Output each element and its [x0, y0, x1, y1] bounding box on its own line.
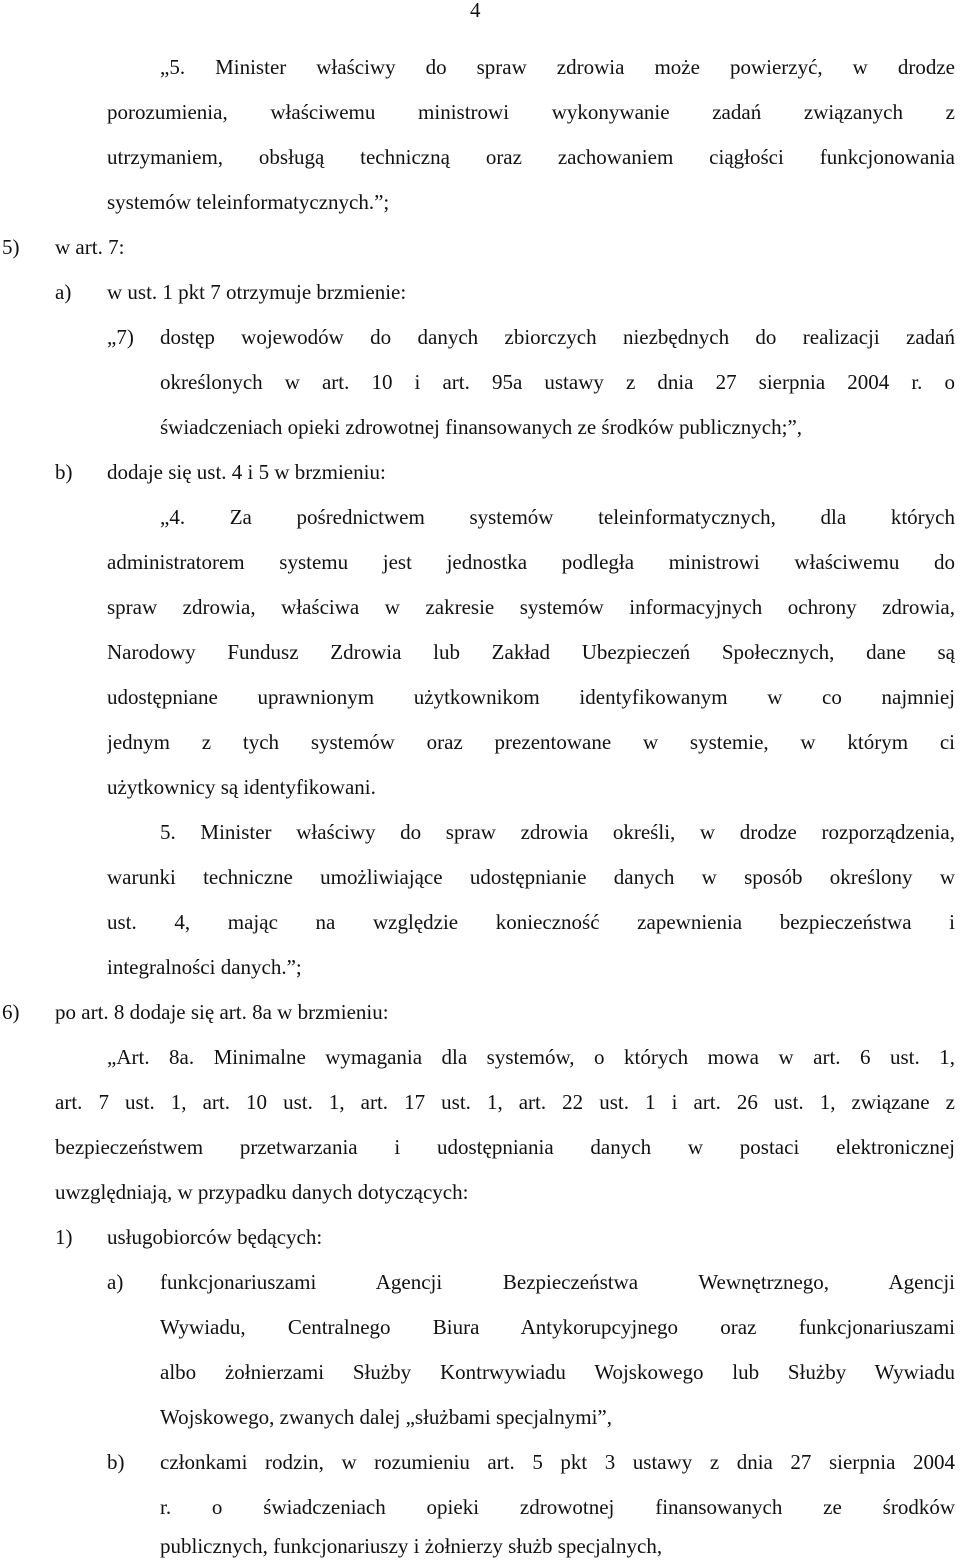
- text-line: warunki techniczne umożliwiające udostępnianie danych w sposób określony w: [107, 865, 955, 889]
- text-line: członkami rodzin, w rozumieniu art. 5 pkt 3 ustawy z dnia 27 sierpnia 2004: [160, 1450, 955, 1474]
- text-line: Wojskowego, zwanych dalej „służbami specjalnymi”,: [160, 1405, 613, 1429]
- text-line: w ust. 1 pkt 7 otrzymuje brzmienie:: [107, 280, 407, 304]
- text-line: utrzymaniem, obsługą techniczną oraz zachowaniem ciągłości funkcjonowania: [107, 145, 955, 169]
- text-line: świadczeniach opieki zdrowotnej finansowanych ze środków publicznych;”,: [160, 415, 803, 439]
- text-line: „Art. 8a. Minimalne wymagania dla systemów, o których mowa w art. 6 ust. 1,: [107, 1045, 955, 1069]
- text-line: albo żołnierzami Służby Kontrwywiadu Wojskowego lub Służby Wywiadu: [160, 1360, 955, 1384]
- page-number: 4: [470, 0, 481, 22]
- text-line: użytkownicy są identyfikowani.: [107, 775, 376, 799]
- text-line: uwzględniają, w przypadku danych dotyczących:: [55, 1180, 469, 1204]
- list-marker: 6): [2, 1000, 20, 1024]
- text-line: udostępniane uprawnionym użytkownikom identyfikowanym w co najmniej: [107, 685, 955, 709]
- text-line: bezpieczeństwem przetwarzania i udostępniania danych w postaci elektronicznej: [55, 1135, 955, 1159]
- text-line: „4. Za pośrednictwem systemów teleinformatycznych, dla których: [160, 505, 955, 529]
- text-line: integralności danych.”;: [107, 955, 302, 979]
- list-marker: 5): [2, 235, 20, 259]
- text-line: dostęp wojewodów do danych zbiorczych niezbędnych do realizacji zadań: [160, 325, 955, 349]
- text-line: Narodowy Fundusz Zdrowia lub Zakład Ubezpieczeń Społecznych, dane są: [107, 640, 955, 664]
- text-line: „5. Minister właściwy do spraw zdrowia może powierzyć, w drodze: [160, 55, 955, 79]
- quote-marker: „7): [107, 325, 134, 349]
- text-line: r. o świadczeniach opieki zdrowotnej finansowanych ze środków: [160, 1495, 955, 1519]
- text-line: funkcjonariuszami Agencji Bezpieczeństwa Wewnętrznego, Agencji: [160, 1270, 955, 1294]
- text-line: usługobiorców będących:: [107, 1225, 323, 1249]
- text-line: określonych w art. 10 i art. 95a ustawy z dnia 27 sierpnia 2004 r. o: [160, 370, 955, 394]
- text-line: 5. Minister właściwy do spraw zdrowia określi, w drodze rozporządzenia,: [160, 820, 955, 844]
- list-marker: a): [107, 1270, 124, 1294]
- text-line: administratorem systemu jest jednostka podległa ministrowi właściwemu do: [107, 550, 955, 574]
- text-line: po art. 8 dodaje się art. 8a w brzmieniu:: [55, 1000, 389, 1024]
- text-line: dodaje się ust. 4 i 5 w brzmieniu:: [107, 460, 386, 484]
- text-line: jednym z tych systemów oraz prezentowane w systemie, w którym ci: [107, 730, 955, 754]
- text-line: spraw zdrowia, właściwa w zakresie systemów informacyjnych ochrony zdrowia,: [107, 595, 955, 619]
- text-line: w art. 7:: [55, 235, 125, 259]
- text-line: porozumienia, właściwemu ministrowi wykonywanie zadań związanych z: [107, 100, 955, 124]
- list-marker: b): [55, 460, 73, 484]
- list-marker: a): [55, 280, 72, 304]
- text-line: art. 7 ust. 1, art. 10 ust. 1, art. 17 ust. 1, art. 22 ust. 1 i art. 26 ust. 1, związane z: [55, 1090, 955, 1114]
- list-marker: 1): [55, 1225, 73, 1249]
- text-line: ust. 4, mając na względzie konieczność zapewnienia bezpieczeństwa i: [107, 910, 955, 934]
- text-line: Wywiadu, Centralnego Biura Antykorupcyjnego oraz funkcjonariuszami: [160, 1315, 955, 1339]
- list-marker: b): [107, 1450, 125, 1474]
- text-line: systemów teleinformatycznych.”;: [107, 190, 390, 214]
- text-line: publicznych, funkcjonariuszy i żołnierzy służb specjalnych,: [160, 1534, 663, 1558]
